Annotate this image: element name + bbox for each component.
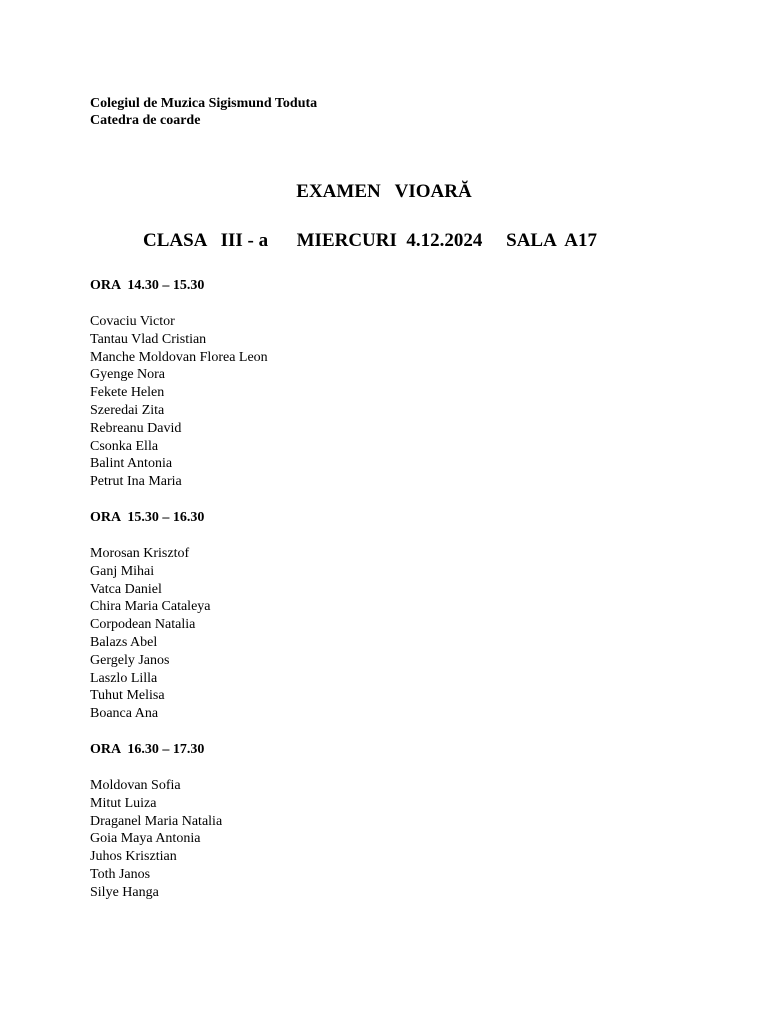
student-name: Draganel Maria Natalia bbox=[90, 813, 223, 829]
student-name: Boanca Ana bbox=[90, 706, 159, 722]
student-name: Goia Maya Antonia bbox=[90, 831, 201, 847]
exam-details: CLASA III - a MIERCURI 4.12.2024 SALA A17 bbox=[143, 230, 597, 251]
student-name: Rebreanu David bbox=[90, 420, 182, 436]
student-name: Balint Antonia bbox=[90, 456, 173, 472]
student-name: Gyenge Nora bbox=[90, 367, 166, 383]
student-name: Csonka Ella bbox=[90, 438, 159, 454]
student-name: Tuhut Melisa bbox=[90, 688, 165, 704]
institution-name: Colegiul de Muzica Sigismund Toduta bbox=[90, 96, 318, 111]
student-name: Petrut Ina Maria bbox=[90, 474, 182, 490]
student-name: Gergely Janos bbox=[90, 652, 170, 668]
student-name: Mitut Luiza bbox=[90, 795, 157, 811]
student-name: Chira Maria Cataleya bbox=[90, 599, 211, 615]
student-name: Covaciu Victor bbox=[90, 314, 175, 329]
student-name: Vatca Daniel bbox=[90, 581, 162, 597]
student-name: Juhos Krisztian bbox=[90, 849, 177, 865]
exam-title: EXAMEN VIOARĂ bbox=[296, 181, 472, 202]
student-name: Toth Janos bbox=[90, 866, 151, 882]
student-name: Fekete Helen bbox=[90, 385, 165, 401]
student-name: Laszlo Lilla bbox=[90, 670, 158, 686]
student-name: Moldovan Sofia bbox=[90, 778, 181, 793]
student-name: Tantau Vlad Cristian bbox=[90, 331, 207, 347]
student-list-3 bbox=[90, 777, 222, 902]
department-name: Catedra de coarde bbox=[90, 113, 201, 128]
student-list-1 bbox=[90, 313, 268, 491]
session-time-1: ORA 14.30 – 15.30 bbox=[90, 278, 205, 293]
student-name: Ganj Mihai bbox=[90, 563, 155, 579]
student-name: Balazs Abel bbox=[90, 634, 158, 650]
student-name: Manche Moldovan Florea Leon bbox=[90, 349, 268, 365]
session-time-3: ORA 16.30 – 17.30 bbox=[90, 742, 205, 757]
student-list-2 bbox=[90, 545, 211, 723]
document-header bbox=[90, 95, 317, 129]
student-name: Silye Hanga bbox=[90, 884, 159, 900]
student-name: Szeredai Zita bbox=[90, 402, 165, 418]
session-time-2: ORA 15.30 – 16.30 bbox=[90, 510, 205, 525]
student-name: Morosan Krisztof bbox=[90, 546, 190, 561]
student-name: Corpodean Natalia bbox=[90, 617, 196, 633]
